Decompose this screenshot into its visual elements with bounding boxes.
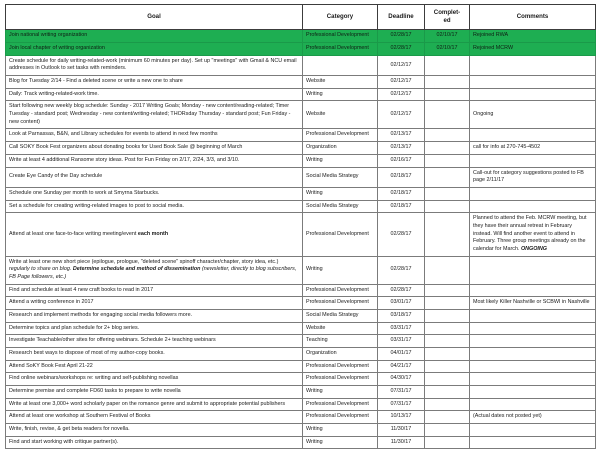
cell-completed[interactable] [425, 373, 470, 386]
cell-deadline[interactable]: 02/28/17 [378, 213, 425, 256]
cell-category[interactable]: Social Media Strategy [303, 309, 378, 322]
cell-deadline[interactable]: 03/31/17 [378, 322, 425, 335]
table-row[interactable] [6, 200, 596, 213]
cell-comments[interactable] [470, 200, 596, 213]
cell-deadline[interactable]: 03/18/17 [378, 309, 425, 322]
cell-category[interactable]: Professional Development [303, 284, 378, 297]
cell-comments[interactable] [470, 423, 596, 436]
cell-category[interactable]: Writing [303, 154, 378, 167]
table-row[interactable] [6, 385, 596, 398]
cell-category[interactable]: Website [303, 101, 378, 129]
cell-category[interactable]: Professional Development [303, 30, 378, 43]
cell-category[interactable]: Professional Development [303, 411, 378, 424]
cell-deadline[interactable]: 02/12/17 [378, 88, 425, 101]
cell-comments[interactable] [470, 436, 596, 449]
cell-category[interactable]: Professional Development [303, 43, 378, 56]
column-header-category: Category [303, 5, 378, 30]
cell-category[interactable]: Teaching [303, 335, 378, 348]
cell-deadline[interactable]: 02/13/17 [378, 129, 425, 142]
table-row[interactable] [6, 187, 596, 200]
cell-comments[interactable]: Rejoined RWA [470, 30, 596, 43]
table-row[interactable] [6, 398, 596, 411]
table-row[interactable] [6, 88, 596, 101]
cell-completed[interactable] [425, 167, 470, 187]
cell-category[interactable]: Writing [303, 187, 378, 200]
cell-deadline[interactable]: 02/18/17 [378, 187, 425, 200]
cell-comments[interactable]: Most likely Killer Nashville or SCBWI in Nashville [470, 297, 596, 310]
cell-deadline[interactable]: 02/28/17 [378, 256, 425, 284]
cell-deadline[interactable]: 02/18/17 [378, 167, 425, 187]
cell-category[interactable]: Social Media Strategy [303, 200, 378, 213]
table-row[interactable] [6, 360, 596, 373]
cell-goal[interactable]: Write at least one 3,000+ word scholarly paper on the romance genre and submit to appropriate potential publishers [6, 398, 303, 411]
cell-category[interactable]: Writing [303, 423, 378, 436]
cell-goal[interactable]: Attend SoKY Book Fest April 21-22 [6, 360, 303, 373]
cell-category[interactable]: Professional Development [303, 297, 378, 310]
cell-comments[interactable]: call for info at 270-745-4502 [470, 142, 596, 155]
cell-goal[interactable]: Write at least 4 additional Ransome story ideas. Post for Fun Friday on 2/17, 2/24, 3/3, and 3/10. [6, 154, 303, 167]
table-row[interactable] [6, 167, 596, 187]
cell-completed[interactable] [425, 154, 470, 167]
cell-goal[interactable]: Write, finish, revise, & get beta readers for novella. [6, 423, 303, 436]
header-row [6, 5, 596, 30]
cell-category[interactable]: Professional Development [303, 360, 378, 373]
cell-deadline[interactable]: 02/13/17 [378, 142, 425, 155]
cell-goal[interactable]: Determine topics and plan schedule for 2+ blog series. [6, 322, 303, 335]
cell-deadline[interactable]: 04/01/17 [378, 347, 425, 360]
cell-deadline[interactable]: 02/18/17 [378, 200, 425, 213]
table-row[interactable] [6, 436, 596, 449]
cell-deadline[interactable]: 02/12/17 [378, 55, 425, 75]
cell-comments[interactable]: Ongoing [470, 101, 596, 129]
cell-comments[interactable] [470, 347, 596, 360]
cell-deadline[interactable]: 07/31/17 [378, 398, 425, 411]
cell-deadline[interactable]: 03/31/17 [378, 335, 425, 348]
table-row[interactable] [6, 142, 596, 155]
cell-completed[interactable] [425, 297, 470, 310]
table-row[interactable] [6, 373, 596, 386]
cell-completed[interactable] [425, 335, 470, 348]
cell-comments[interactable] [470, 187, 596, 200]
table-row[interactable] [6, 213, 596, 256]
cell-deadline[interactable]: 02/12/17 [378, 101, 425, 129]
cell-goal[interactable]: Research best ways to dispose of most of my author-copy books. [6, 347, 303, 360]
cell-category[interactable]: Website [303, 76, 378, 89]
cell-comments[interactable] [470, 129, 596, 142]
cell-category[interactable]: Professional Development [303, 213, 378, 256]
cell-comments[interactable] [470, 76, 596, 89]
cell-comments[interactable]: (Actual dates not posted yet) [470, 411, 596, 424]
cell-goal[interactable]: Look at Parnassas, B&N, and Library schedules for events to attend in next few months [6, 129, 303, 142]
table-header [6, 5, 596, 30]
cell-goal[interactable]: Find online webinars/workshops re: writing and self-publishing novellas [6, 373, 303, 386]
cell-comments[interactable] [470, 385, 596, 398]
cell-deadline[interactable]: 02/16/17 [378, 154, 425, 167]
cell-deadline[interactable]: 11/30/17 [378, 436, 425, 449]
column-header-completed [425, 5, 470, 30]
cell-goal[interactable]: Attend at least one workshop at Southern Festival of Books [6, 411, 303, 424]
cell-goal[interactable]: Write at least one new short piece (epilogue, prologue, "deleted scene" spinoff character/chapter, story idea, etc.) regularly to share on blog. Determine schedule and method of dissemination (newsletter, directly to blog subscribers, FB Page followers, etc.) [6, 256, 303, 284]
table-row[interactable] [6, 129, 596, 142]
table-row[interactable] [6, 43, 596, 56]
table-row[interactable] [6, 30, 596, 43]
cell-goal[interactable]: Set a schedule for creating writing-related images to post to social media. [6, 200, 303, 213]
cell-category[interactable]: Organization [303, 347, 378, 360]
cell-comments[interactable] [470, 284, 596, 297]
cell-goal[interactable]: Attend at least one face-to-face writing meeting/event each month [6, 213, 303, 256]
table-row[interactable] [6, 347, 596, 360]
cell-completed[interactable] [425, 142, 470, 155]
cell-goal[interactable]: Research and implement methods for engaging social media followers more. [6, 309, 303, 322]
cell-comments[interactable] [470, 335, 596, 348]
cell-completed[interactable] [425, 200, 470, 213]
table-row[interactable] [6, 423, 596, 436]
cell-completed[interactable] [425, 256, 470, 284]
cell-goal[interactable]: Schedule one Sunday per month to work at Smyrna Starbucks. [6, 187, 303, 200]
cell-goal[interactable]: Investigate Teachable/other sites for offering webinars. Schedule 2+ teaching webinars [6, 335, 303, 348]
cell-deadline[interactable]: 02/12/17 [378, 76, 425, 89]
cell-category[interactable]: Writing [303, 88, 378, 101]
cell-comments[interactable] [470, 322, 596, 335]
cell-completed[interactable] [425, 129, 470, 142]
cell-comments[interactable] [470, 398, 596, 411]
cell-comments[interactable] [470, 154, 596, 167]
cell-completed[interactable] [425, 76, 470, 89]
cell-goal[interactable]: Attend a writing conference in 2017 [6, 297, 303, 310]
table-row[interactable] [6, 335, 596, 348]
cell-goal[interactable]: Join local chapter of writing organization [6, 43, 303, 56]
cell-completed[interactable] [425, 309, 470, 322]
cell-completed[interactable] [425, 284, 470, 297]
cell-comments[interactable] [470, 360, 596, 373]
cell-completed[interactable] [425, 436, 470, 449]
cell-deadline[interactable]: 07/31/17 [378, 385, 425, 398]
cell-category[interactable]: Writing [303, 256, 378, 284]
table-row[interactable] [6, 101, 596, 129]
cell-deadline[interactable]: 02/28/17 [378, 30, 425, 43]
cell-goal[interactable]: Find and schedule at least 4 new craft books to read in 2017 [6, 284, 303, 297]
cell-deadline[interactable]: 02/28/17 [378, 43, 425, 56]
cell-goal[interactable]: Call SOKY Book Fest organizers about donating books for Used Book Sale @ beginning of March [6, 142, 303, 155]
cell-completed[interactable] [425, 398, 470, 411]
cell-completed[interactable] [425, 347, 470, 360]
cell-deadline[interactable]: 11/30/17 [378, 423, 425, 436]
cell-category[interactable]: Writing [303, 436, 378, 449]
cell-completed[interactable] [425, 385, 470, 398]
cell-comments[interactable]: Rejoined MCRW [470, 43, 596, 56]
cell-goal[interactable]: Create schedule for daily writing-related-work (minimum 60 minutes per day). Set up "meetings" with Gmail & NCU email addresses in Outlook to set tasks with reminders. [6, 55, 303, 75]
cell-category[interactable]: Writing [303, 385, 378, 398]
column-header-comments: Comments [470, 5, 596, 30]
cell-comments[interactable] [470, 88, 596, 101]
cell-deadline[interactable]: 02/28/17 [378, 284, 425, 297]
column-header-deadline: Deadline [378, 5, 425, 30]
cell-category[interactable]: Professional Development [303, 129, 378, 142]
cell-deadline[interactable]: 10/13/17 [378, 411, 425, 424]
cell-category[interactable]: Organization [303, 142, 378, 155]
cell-goal[interactable]: Create Eye Candy of the Day schedule [6, 167, 303, 187]
cell-comments[interactable] [470, 55, 596, 75]
cell-completed[interactable] [425, 423, 470, 436]
column-header-goal: Goal [6, 5, 303, 30]
cell-category[interactable] [303, 55, 378, 75]
table-row[interactable] [6, 309, 596, 322]
cell-completed[interactable] [425, 360, 470, 373]
table-row[interactable] [6, 322, 596, 335]
goals-table [5, 4, 596, 449]
cell-completed[interactable]: 02/10/17 [425, 30, 470, 43]
cell-goal[interactable]: Start following new weekly blog schedule: Sunday - 2017 Writing Goals; Monday - new content/reading-related; Timer Tuesday - standard post; Wednesday - new content/writing-related; THORsday Thursday - standard post; Fun Friday - new content) [6, 101, 303, 129]
cell-completed[interactable] [425, 187, 470, 200]
cell-completed[interactable] [425, 88, 470, 101]
cell-completed[interactable]: 02/10/17 [425, 43, 470, 56]
cell-deadline[interactable]: 04/30/17 [378, 373, 425, 386]
table-row[interactable] [6, 256, 596, 284]
cell-completed[interactable] [425, 322, 470, 335]
cell-completed[interactable] [425, 55, 470, 75]
table-row[interactable] [6, 55, 596, 75]
table-row[interactable] [6, 284, 596, 297]
cell-goal[interactable]: Find and start working with critique partner(s). [6, 436, 303, 449]
column-header-completed-label: Complet- ed [433, 9, 461, 25]
cell-comments[interactable] [470, 373, 596, 386]
cell-category[interactable]: Professional Development [303, 373, 378, 386]
cell-goal[interactable]: Join national writing organization [6, 30, 303, 43]
cell-category[interactable]: Professional Development [303, 398, 378, 411]
cell-category[interactable]: Website [303, 322, 378, 335]
table-row[interactable] [6, 297, 596, 310]
cell-goal[interactable]: Blog for Tuesday 2/14 - Find a deleted scene or write a new one to share [6, 76, 303, 89]
cell-goal[interactable]: Daily: Track writing-related-work time. [6, 88, 303, 101]
cell-comments[interactable] [470, 309, 596, 322]
cell-comments[interactable] [470, 256, 596, 284]
cell-deadline[interactable]: 04/21/17 [378, 360, 425, 373]
table-row[interactable] [6, 154, 596, 167]
cell-comments[interactable]: Call-out for category suggestions posted to FB page 2/11/17 [470, 167, 596, 187]
cell-deadline[interactable]: 03/01/17 [378, 297, 425, 310]
table-row[interactable] [6, 76, 596, 89]
cell-completed[interactable] [425, 411, 470, 424]
table-row[interactable] [6, 411, 596, 424]
cell-completed[interactable] [425, 213, 470, 256]
cell-category[interactable]: Social Media Strategy [303, 167, 378, 187]
cell-completed[interactable] [425, 101, 470, 129]
table-body [6, 30, 596, 449]
cell-comments[interactable]: Planned to attend the Feb. MCRW meeting, but they have their annual retreat in February instead. Will find another event to attend in February. Three group meetings already on the calendar for March. ONGOING [470, 213, 596, 256]
cell-goal[interactable]: Determine premise and complete FD60 tasks to prepare to write novella [6, 385, 303, 398]
